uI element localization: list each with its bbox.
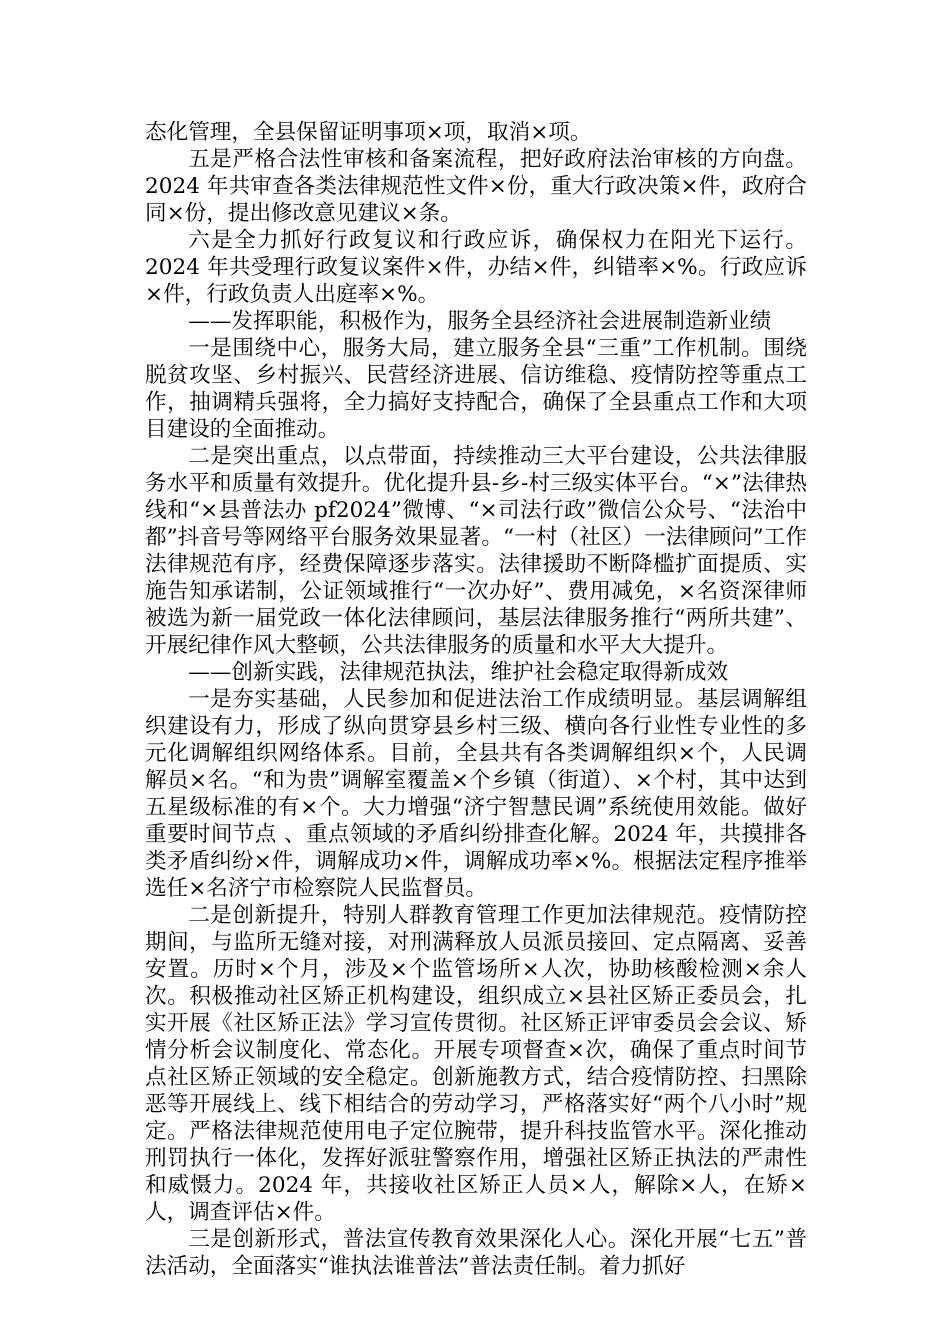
paragraph-3: 六是全力抓好行政复议和行政应诉，确保权力在阳光下运行。2024 年共受理行政复议案件×件，办结×件，纠错率×%。行政应诉×件，行政负责人出庭率×%。 — [145, 228, 807, 307]
paragraph-4: 一是围绕中心，服务大局，建立服务全县“三重”工作机制。围绕脱贫攻坚、乡村振兴、民营经济进展、信访维稳、疫情防控等重点工作，抽调精兵强将，全力搞好支持配合，确保了全县重点工作和大项目建设的全面推动。 — [145, 336, 807, 442]
document-page — [145, 119, 807, 1280]
paragraph-8: 三是创新形式，普法宣传教育效果深化人心。深化开展“七五”普法活动，全面落实“谁执法谁普法”普法责任制。着力抓好 — [145, 1227, 807, 1279]
paragraph-7: 二是创新提升，特别人群教育管理工作更加法律规范。疫情防控期间，与监所无缝对接，对刑满释放人员派员接回、定点隔离、妥善安置。历时×个月，涉及×个监管场所×人次，协助核酸检测×余人次。积极推动社区矫正机构建设，组织成立×县社区矫正委员会，扎实开展《社区矫正法》学习宣传贯彻。社区矫正评审委员会会议、矫情分析会议制度化、常态化。开展专项督查×次，确保了重点时间节点社区矫正领域的安全稳定。创新施教方式，结合疫情防控、扫黑除恶等开展线上、线下相结合的劳动学习，严格落实好“两个八小时”规定。严格法律规范使用电子定位腕带，提升科技监管水平。深化推动刑罚执行一体化，发挥好派驻警察作用，增强社区矫正执法的严肃性和威慑力。2024 年，共接收社区矫正人员×人，解除×人，在矫×人，调查评估×件。 — [145, 903, 807, 1225]
paragraph-5: 二是突出重点，以点带面，持续推动三大平台建设，公共法律服务水平和质量有效提升。优化提升县-乡-村三级实体平台。“×”法律热线和“×县普法办 pf2024”微博、“×司法行政”微信公众号、“法治中都”抖音号等网络平台服务效果显著。“一村（社区）一法律顾问”工作法律规范有序，经费保障逐步落实。法律援助不断降槛扩面提质、实施告知承诺制，公证领域推行“一次办好”、费用减免，×名资深律师被选为新一届党政一体化法律顾问，基层法律服务推行“两所共建”、开展纪律作风大整顿，公共法律服务的质量和水平大大提升。 — [145, 444, 807, 658]
section-heading-2: ——创新实践，法律规范执法，维护社会稳定取得新成效 — [188, 660, 729, 685]
section-heading-1: ——发挥职能，积极作为，服务全县经济社会进展制造新业绩 — [188, 309, 772, 334]
paragraph-2: 五是严格合法性审核和备案流程，把好政府法治审核的方向盘。2024 年共审查各类法律规范性文件×份，重大行政决策×件，政府合同×份，提出修改意见建议×条。 — [145, 147, 807, 226]
paragraph-6: 一是夯实基础，人民参加和促进法治工作成绩明显。基层调解组织建设有力，形成了纵向贯穿县乡村三级、横向各行业性专业性的多元化调解组织网络体系。目前，全县共有各类调解组织×个，人民调解员×名。“和为贵”调解室覆盖×个乡镇（街道）、×个村，其中达到五星级标准的有×个。大力增强“济宁智慧民调”系统使用效能。做好重要时间节点 、重点领域的矛盾纠纷排查化解。2024 年，共摸排各类矛盾纠纷×件，调解成功×件，调解成功率×%。根据法定程序推举选任×名济宁市检察院人民监督员。 — [145, 687, 807, 901]
paragraph-1: 态化管理，全县保留证明事项×项，取消×项。 — [145, 120, 592, 145]
